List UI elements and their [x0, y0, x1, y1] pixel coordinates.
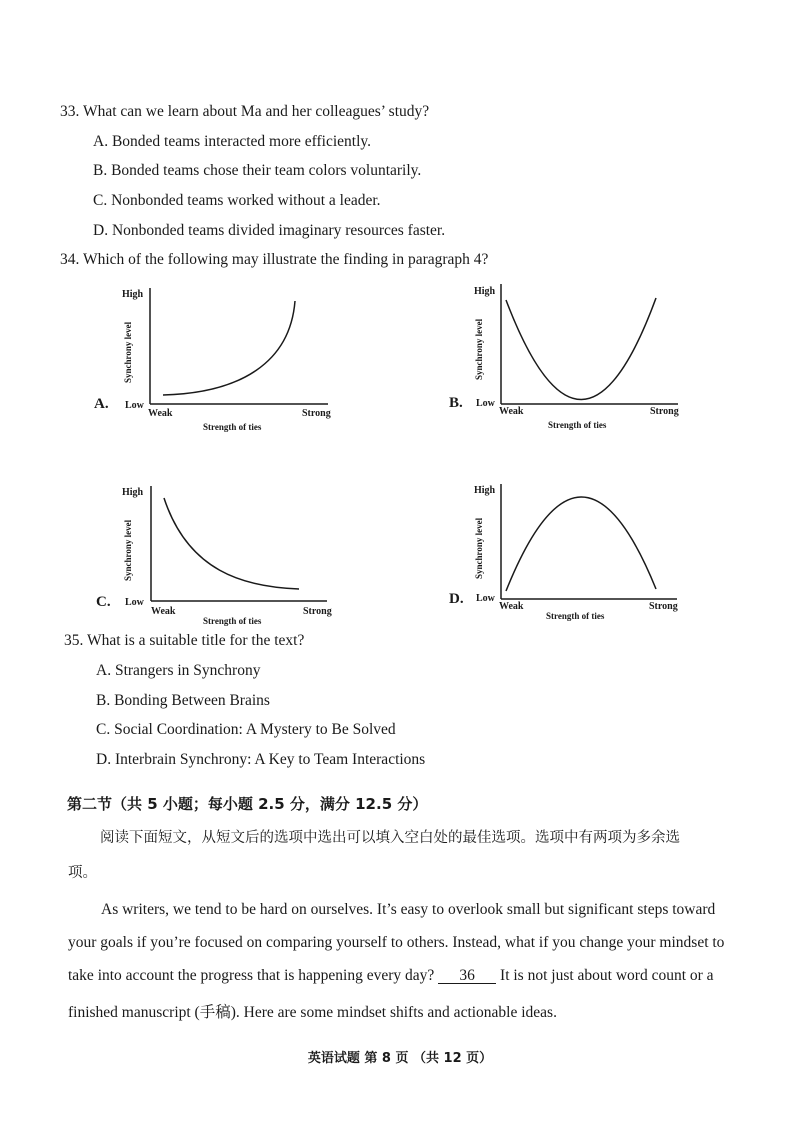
passage-line-3 — [68, 967, 714, 985]
q35-option-d: D. Interbrain Synchrony: A Key to Team Interactions — [96, 751, 426, 768]
graph-c — [93, 481, 353, 636]
passage-line-3-after: It is not just about word count or a — [500, 967, 714, 984]
graph-c-weak-label: Weak — [151, 606, 176, 617]
graph-c-y-label: Synchrony level — [123, 519, 133, 581]
graph-b-strong-label: Strong — [650, 406, 679, 417]
passage-line-3-before: take into account the progress that is happening every day? — [68, 967, 435, 984]
graph-c-x-label: Strength of ties — [203, 616, 262, 626]
section-instruction-line1: 阅读下面短文，从短文后的选项中选出可以填入空白处的最佳选项。选项中有两项为多余选 — [100, 830, 680, 846]
graph-b-high-label: High — [474, 286, 496, 297]
graph-c-curve — [164, 498, 299, 589]
graph-a-high-label: High — [122, 289, 144, 300]
q35-stem: 35. What is a suitable title for the text? — [64, 632, 305, 649]
graph-b-x-label: Strength of ties — [548, 420, 607, 430]
q33-stem: 33. What can we learn about Ma and her colleagues’ study? — [60, 103, 430, 120]
graph-b-weak-label: Weak — [499, 406, 524, 417]
graph-a — [90, 283, 350, 438]
graph-d-y-label: Synchrony level — [474, 517, 484, 579]
page-footer: 英语试题 第 8 页 （共 12 页） — [307, 1051, 493, 1066]
q35-option-b: B. Bonding Between Brains — [96, 692, 270, 709]
graph-d-letter: D. — [449, 591, 464, 607]
graph-d-curve — [506, 497, 656, 591]
passage-line-4: finished manuscript (手稿). Here are some mindset shifts and actionable ideas. — [68, 1004, 557, 1021]
passage-line-2: your goals if you’re focused on comparing yourself to others. Instead, what if you change your mindset to — [68, 934, 725, 951]
graph-d-strong-label: Strong — [649, 601, 678, 612]
graph-b-y-label: Synchrony level — [474, 318, 484, 380]
graph-a-x-label: Strength of ties — [203, 422, 262, 432]
graph-d-high-label: High — [474, 485, 496, 496]
section-instruction-line2: 项。 — [68, 865, 97, 881]
graph-c-strong-label: Strong — [303, 606, 332, 617]
graph-a-strong-label: Strong — [302, 408, 331, 419]
graph-b — [446, 280, 706, 435]
q33-option-c: C. Nonbonded teams worked without a leader. — [93, 192, 381, 209]
graph-b-curve — [506, 298, 656, 400]
graph-a-low-label: Low — [125, 400, 144, 411]
section-heading: 第二节（共 5 小题；每小题 2.5 分，满分 12.5 分） — [67, 795, 428, 813]
q35-option-a: A. Strangers in Synchrony — [96, 662, 261, 679]
q35-option-c: C. Social Coordination: A Mystery to Be Solved — [96, 721, 396, 738]
graph-b-low-label: Low — [476, 398, 495, 409]
q34-stem: 34. Which of the following may illustrate the finding in paragraph 4? — [60, 251, 489, 268]
q33-option-a: A. Bonded teams interacted more efficiently. — [93, 133, 372, 150]
q33-option-b: B. Bonded teams chose their team colors voluntarily. — [93, 162, 422, 179]
graph-c-high-label: High — [122, 487, 144, 498]
graph-a-y-label: Synchrony level — [123, 321, 133, 383]
graph-d-x-label: Strength of ties — [546, 611, 605, 621]
graph-d — [446, 479, 706, 634]
graph-d-weak-label: Weak — [499, 601, 524, 612]
blank-36: 36 — [438, 968, 496, 984]
graph-d-low-label: Low — [476, 593, 495, 604]
passage-line-1: As writers, we tend to be hard on ourselves. It’s easy to overlook small but significant steps toward — [101, 901, 716, 918]
q33-option-d: D. Nonbonded teams divided imaginary resources faster. — [93, 222, 446, 239]
graph-a-weak-label: Weak — [148, 408, 173, 419]
graph-c-letter: C. — [96, 594, 111, 610]
graph-b-letter: B. — [449, 395, 463, 411]
graph-a-curve — [163, 301, 295, 395]
graph-a-letter: A. — [94, 396, 109, 412]
graph-c-low-label: Low — [125, 597, 144, 608]
